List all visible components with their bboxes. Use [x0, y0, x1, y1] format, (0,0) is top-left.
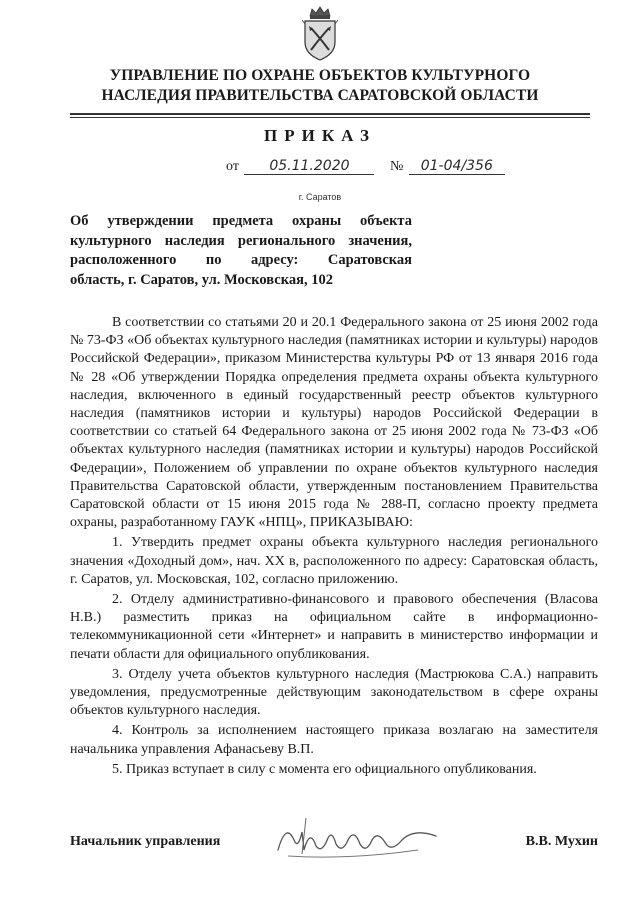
- order-item-3: 3. Отделу учета объектов культурного наследия (Мастрюкова С.А.) направить уведомления, предусмотренные действующим законодательством в сфере охраны объектов культурного наследия.: [70, 666, 598, 719]
- order-item-4: 4. Контроль за исполнением настоящего приказа возлагаю на заместителя начальника управления Афанасьеву В.П.: [70, 723, 598, 757]
- number-value: 01-04/356: [409, 158, 505, 175]
- preamble-paragraph: В соответствии со статьями 20 и 20.1 Федерального закона от 25 июня 2002 года № 73-ФЗ «Об объектах культурного наследия (памятниках истории и культуры) народов Российской Федерации», приказом Министерства культуры РФ от 13 января 2016 года № 28 «Об утверждении Порядка определения предмета охраны объекта культурного наследия, включенного в единый государственный реестр объектов культурного наследия (памятников истории и культуры) народов Российской Федерации в соответствии со статьей 64 Федерального закона от 25 июня 2002 года № 73-ФЗ «Об объектах культурного наследия (памятниках истории и культуры) народов Российской Федерации», Положением об управлении по охране объектов культурного наследия Правительства Саратовской области, утвержденным постановлением Правительства Саратовской области от 15 июня 2015 года № 288-П, согласно проекту предмета охраны, разработанному ГАУК «НПЦ», ПРИКАЗЫВАЮ:: [70, 315, 598, 531]
- org-name-line-2: НАСЛЕДИЯ ПРАВИТЕЛЬСТВА САРАТОВСКОЙ ОБЛАСТИ: [101, 87, 539, 104]
- date-number-row: [226, 158, 505, 175]
- number-label: №: [389, 159, 404, 174]
- signature-block: [70, 834, 598, 864]
- date-label: от: [226, 159, 239, 174]
- header-divider-thick: [70, 113, 590, 115]
- order-subject: [70, 212, 412, 290]
- org-name-line-1: УПРАВЛЕНИЕ ПО ОХРАНЕ ОБЪЕКТОВ КУЛЬТУРНОГО: [109, 67, 531, 84]
- order-item-5: 5. Приказ вступает в силу с момента его официального опубликования.: [112, 761, 537, 777]
- saratov-coat-of-arms-icon: [298, 6, 342, 62]
- order-body: [70, 314, 598, 779]
- subject-line: область, г. Саратов, ул. Московская, 102: [70, 271, 333, 288]
- subject-line: Об утверждении предмета охраны объекта: [70, 213, 412, 229]
- order-item-1: 1. Утвердить предмет охраны объекта культурного наследия регионального значения «Доходный дом», нач. XX в, расположенного по адресу: Саратовская область, г. Саратов, ул. Московская, 102, согласно приложению.: [70, 535, 598, 587]
- subject-line: расположенного по адресу: Саратовская: [70, 252, 412, 268]
- header-divider-thin: [70, 117, 590, 118]
- city-label: г. Саратов: [298, 192, 342, 202]
- signatory-name: В.В. Мухин: [525, 834, 598, 849]
- document-title: ПРИКАЗ: [264, 126, 376, 145]
- subject-line: культурного наследия регионального значения,: [70, 232, 412, 249]
- signatory-position: Начальник управления: [70, 834, 221, 849]
- date-value: 05.11.2020: [244, 158, 374, 175]
- order-item-2: 2. Отделу административно-финансового и правового обеспечения (Власова Н.В.) разместить приказ на официальном сайте в информационно-телекоммуникационной сети «Интернет» и направить в министерство информации и печати области для официального опубликования.: [70, 592, 598, 662]
